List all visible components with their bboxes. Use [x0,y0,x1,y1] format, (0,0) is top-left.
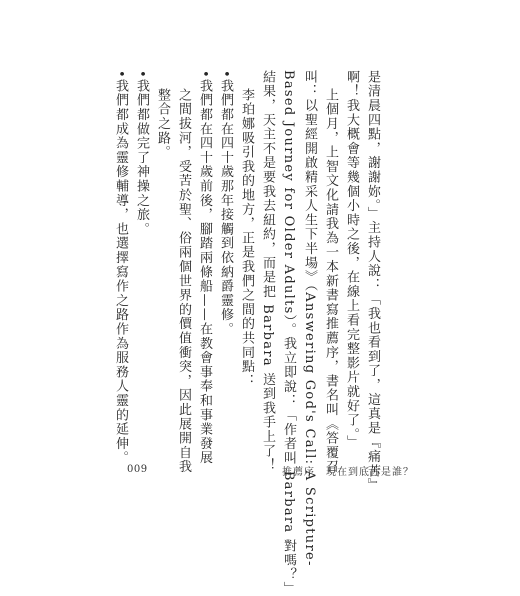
text-column-6: 結果，天主不是要我去紐約，而是把 Barbara 送到我手上了！ [260,70,275,473]
bullet-item-1: •我們都在四十歲那年接觸到依納爵靈修。 [218,70,233,337]
bullet-item-2-continued: 之間拔河，受苦於聖、俗兩個世界的價值衝突，因此展開自我 [176,88,191,475]
text-column-4: 叫：以聖經開啟精采人生下半場》（Answering God's Call: A Scripture- [302,70,317,567]
text-column-1: 是清晨四點，謝謝妳。」主持人說：「我也看到了，這真是『痛苦』 [365,70,380,493]
bullet-item-2: •我們都在四十歲前後，腳踏兩條船——在教會事奉和事業發展 [197,70,212,466]
text-column-3: 上個月，上智文化請我為一本新書寫推薦序，書名叫《答覆召 [323,88,338,475]
page-number: 009 [127,464,148,475]
text-column-7: 李珀娜吸引我的地方，正是我們之間的共同點： [239,88,254,389]
bullet-item-4: •我們都成為靈修輔導，也選擇寫作之路作為服務人靈的延伸。 [113,70,128,466]
text-column-5: Based Journey for Older Adults）。我立即說：「作者叫 Barbara 對嗎？」 [281,70,296,596]
running-title: 推薦序 現在到底你是誰？ [282,467,414,478]
bullet-item-2-end: 整合之路。 [155,88,170,160]
bullet-item-3: •我們都做完了神操之旅。 [134,70,149,237]
text-column-2: 啊！我大概會等幾個小時之後，在線上看完整影片就好了。」 [344,70,359,450]
